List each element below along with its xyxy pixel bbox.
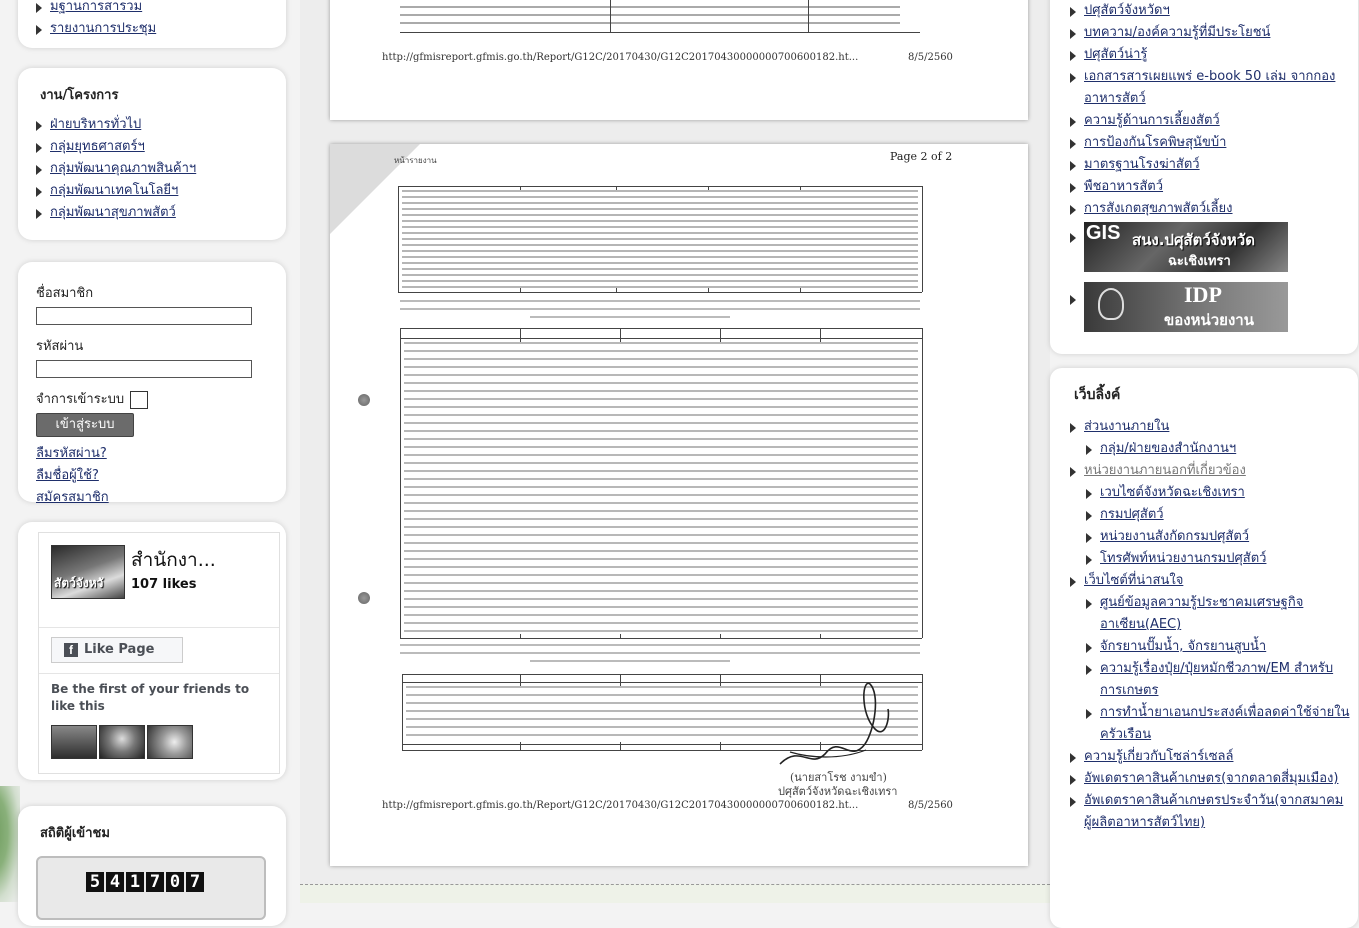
link-forage-plants[interactable]: พืชอาหารสัตว์ [1068,176,1348,198]
facebook-thumb-text: สัตว์จังหวั [54,576,104,590]
weblink-price-feed-assoc[interactable]: อัพเดตราคาสินค้าเกษตรประจำวัน(จากสมาคมผู้ผลิตอาหารสัตว์ไทย) [1068,790,1350,834]
idp-banner-subtitle: ของหน่วยงาน [1164,311,1254,329]
weblinks-box [1050,368,1358,928]
friend-avatar-1[interactable] [51,725,97,759]
project-item-admin[interactable]: ฝ่ายบริหารทั่วไป [34,114,196,136]
facebook-like-label: Like Page [84,642,155,657]
weblink-fertilizer[interactable]: ความรู้เรื่องปุ๋ย/ปุ๋ยหมักชีวภาพ/EM สำหรับการเกษตร [1068,658,1350,702]
login-button[interactable]: เข้าสู่ระบบ [36,413,134,437]
forgot-password-link[interactable]: ลืมรหัสผ่าน? [36,446,107,461]
page2-url: http://gfmisreport.gfmis.go.th/Report/G12C/20170430/G12C20170430000000700600182.ht... [382,800,859,811]
username-input[interactable] [36,307,252,325]
register-link[interactable]: สมัครสมาชิก [36,490,109,505]
hole-punch-2 [358,592,370,604]
login-box [18,262,286,505]
gis-banner[interactable] [1084,222,1288,272]
projects-title: งาน/โครงการ [40,88,119,103]
facebook-page-thumb[interactable] [51,545,125,599]
idp-banner-title: IDP [1184,282,1222,307]
idp-banner[interactable] [1084,282,1288,332]
project-item-quality[interactable]: กลุ่มพัฒนาคุณภาพสินค้าฯ [34,158,196,180]
link-rabies-prevention[interactable]: การป้องกันโรคพิษสุนัขบ้า [1068,132,1348,154]
left-sidebar [0,0,300,902]
hole-punch-1 [358,394,370,406]
signature-scribble [770,674,910,774]
forgot-username-link[interactable]: ลืมชื่อผู้ใช้? [36,468,99,483]
weblink-aec[interactable]: ศูนย์ข้อมูลความรู้ประชาคมเศรษฐกิจอาเซียน(AEC) [1068,592,1350,636]
lightbulb-icon [1098,288,1124,320]
center-content [300,0,1050,902]
right-sidebar [1050,0,1359,902]
facebook-widget [18,522,286,780]
facebook-icon: f [64,643,78,657]
counter-digit-6: 7 [186,872,204,892]
link-pet-health[interactable]: การสังเกตสุขภาพสัตว์เลี้ยง [1068,198,1348,220]
projects-list [34,114,196,224]
page2-header-left: หน้ารายงาน [394,156,437,165]
link-raising-knowledge[interactable]: ความรู้ด้านการเลี้ยงสัตว์ [1068,110,1348,132]
page1-date: 8/5/2560 [908,52,953,63]
gis-arrow-icon [1070,233,1076,243]
page1-url: http://gfmisreport.gfmis.go.th/Report/G12C/20170430/G12C20170430000000700600182.ht... [382,52,859,63]
gis-banner-subtitle: สนง.ปศุสัตว์จังหวัด [1132,231,1255,249]
weblinks-list [1068,416,1350,834]
password-input[interactable] [36,360,252,378]
weblink-bicycle-pump[interactable]: จักรยานปั๊มน้ำ, จักรยานสูบน้ำ [1068,636,1350,658]
knowledge-box [1050,0,1358,354]
counter-digit-2: 4 [106,872,124,892]
weblink-external[interactable]: หน่วยงานภายนอกที่เกี่ยวข้อง [1068,460,1350,482]
page2-date: 8/5/2560 [908,800,953,811]
weblink-province-site[interactable]: เวบไซต์จังหวัดฉะเชิงเทรา [1068,482,1350,504]
top-link-meeting-report[interactable]: รายงานการประชุม [34,18,156,40]
knowledge-links [1068,0,1348,220]
link-livestock-province[interactable]: ปศุสัตว์จังหวัดฯ [1068,0,1348,22]
username-label: ชื่อสมาชิก [36,286,94,301]
weblink-detergent[interactable]: การทำน้ำยาเอนกประสงค์เพื่อลดค่าใช้จ่ายในครัวเรือน [1068,702,1350,746]
counter-digit-5: 0 [166,872,184,892]
page2-page-label: Page 2 of 2 [890,150,953,163]
weblinks-title: เว็บลิ้งค์ [1074,387,1121,403]
facebook-like-page-button[interactable] [51,637,183,663]
link-ebook[interactable]: เอกสารสารเผยแพร่ e-book 50 เล่ม จากกองอาหารสัตว์ [1068,66,1348,110]
visitor-stats-title: สถิติผู้เข้าชม [40,826,110,841]
top-links-list [34,0,156,40]
signature-title: ปศุสัตว์จังหวัดฉะเชิงเทรา [778,785,898,798]
counter-digit-4: 7 [146,872,164,892]
facebook-likes-count: 107 likes [131,577,197,592]
scanned-page-1 [330,0,1028,120]
top-links-box [18,0,286,48]
counter-digit-3: 1 [126,872,144,892]
link-articles[interactable]: บทความ/องค์ความรู้ที่มีประโยชน์ [1068,22,1348,44]
weblink-office-groups[interactable]: กลุ่ม/ฝ่ายของสำนักงานฯ [1068,438,1350,460]
remember-checkbox[interactable] [130,391,148,409]
projects-box [18,68,286,240]
idp-arrow-icon [1070,295,1076,305]
password-label: รหัสผ่าน [36,339,84,354]
counter-digit-1: 5 [86,872,104,892]
friend-avatar-2[interactable] [99,725,145,759]
facebook-page-name[interactable]: สำนักงา... [131,549,216,571]
remember-label: จำการเข้าระบบ [36,392,125,407]
visitor-counter [36,856,266,920]
gis-banner-title: GIS [1086,222,1121,244]
weblink-price-simummuang[interactable]: อัพเดตราคาสินค้าเกษตร(จากตลาดสี่มุมเมือง) [1068,768,1350,790]
scanned-page-2 [330,144,1028,866]
project-item-technology[interactable]: กลุ่มพัฒนาเทคโนโลยีฯ [34,180,196,202]
visitor-stats-box [18,806,286,926]
weblink-solar-cell[interactable]: ความรู้เกี่ยวกับโซล่าร์เซลล์ [1068,746,1350,768]
counter-digits [86,872,206,892]
link-livestock-facts[interactable]: ปศุสัตว์น่ารู้ [1068,44,1348,66]
link-slaughterhouse-standard[interactable]: มาตรฐานโรงฆ่าสัตว์ [1068,154,1348,176]
weblink-interesting[interactable]: เว็บไซต์ที่น่าสนใจ [1068,570,1350,592]
remember-row [36,388,252,409]
facebook-card [38,532,280,774]
weblink-internal[interactable]: ส่วนงานภายใน [1068,416,1350,438]
footer-divider [300,884,1050,903]
weblink-dld[interactable]: กรมปศุสัตว์ [1068,504,1350,526]
gis-banner-subtitle2: ฉะเชิงเทรา [1168,254,1231,269]
project-item-strategy[interactable]: กลุ่มยุทธศาสตร์ฯ [34,136,196,158]
signature-name: (นายสาโรช งามขำ) [790,771,887,784]
facebook-friends-text: Be the first of your friends to like this [51,682,250,713]
project-item-animal-health[interactable]: กลุ่มพัฒนาสุขภาพสัตว์ [34,202,196,224]
weblink-dld-phones[interactable]: โทรศัพท์หน่วยงานกรมปศุสัตว์ [1068,548,1350,570]
friend-avatar-3[interactable] [147,725,193,759]
top-link-1[interactable]: มฐานการสารวม [34,0,156,18]
weblink-dld-units[interactable]: หน่วยงานสังกัดกรมปศุสัตว์ [1068,526,1350,548]
tree-decoration [0,786,20,902]
